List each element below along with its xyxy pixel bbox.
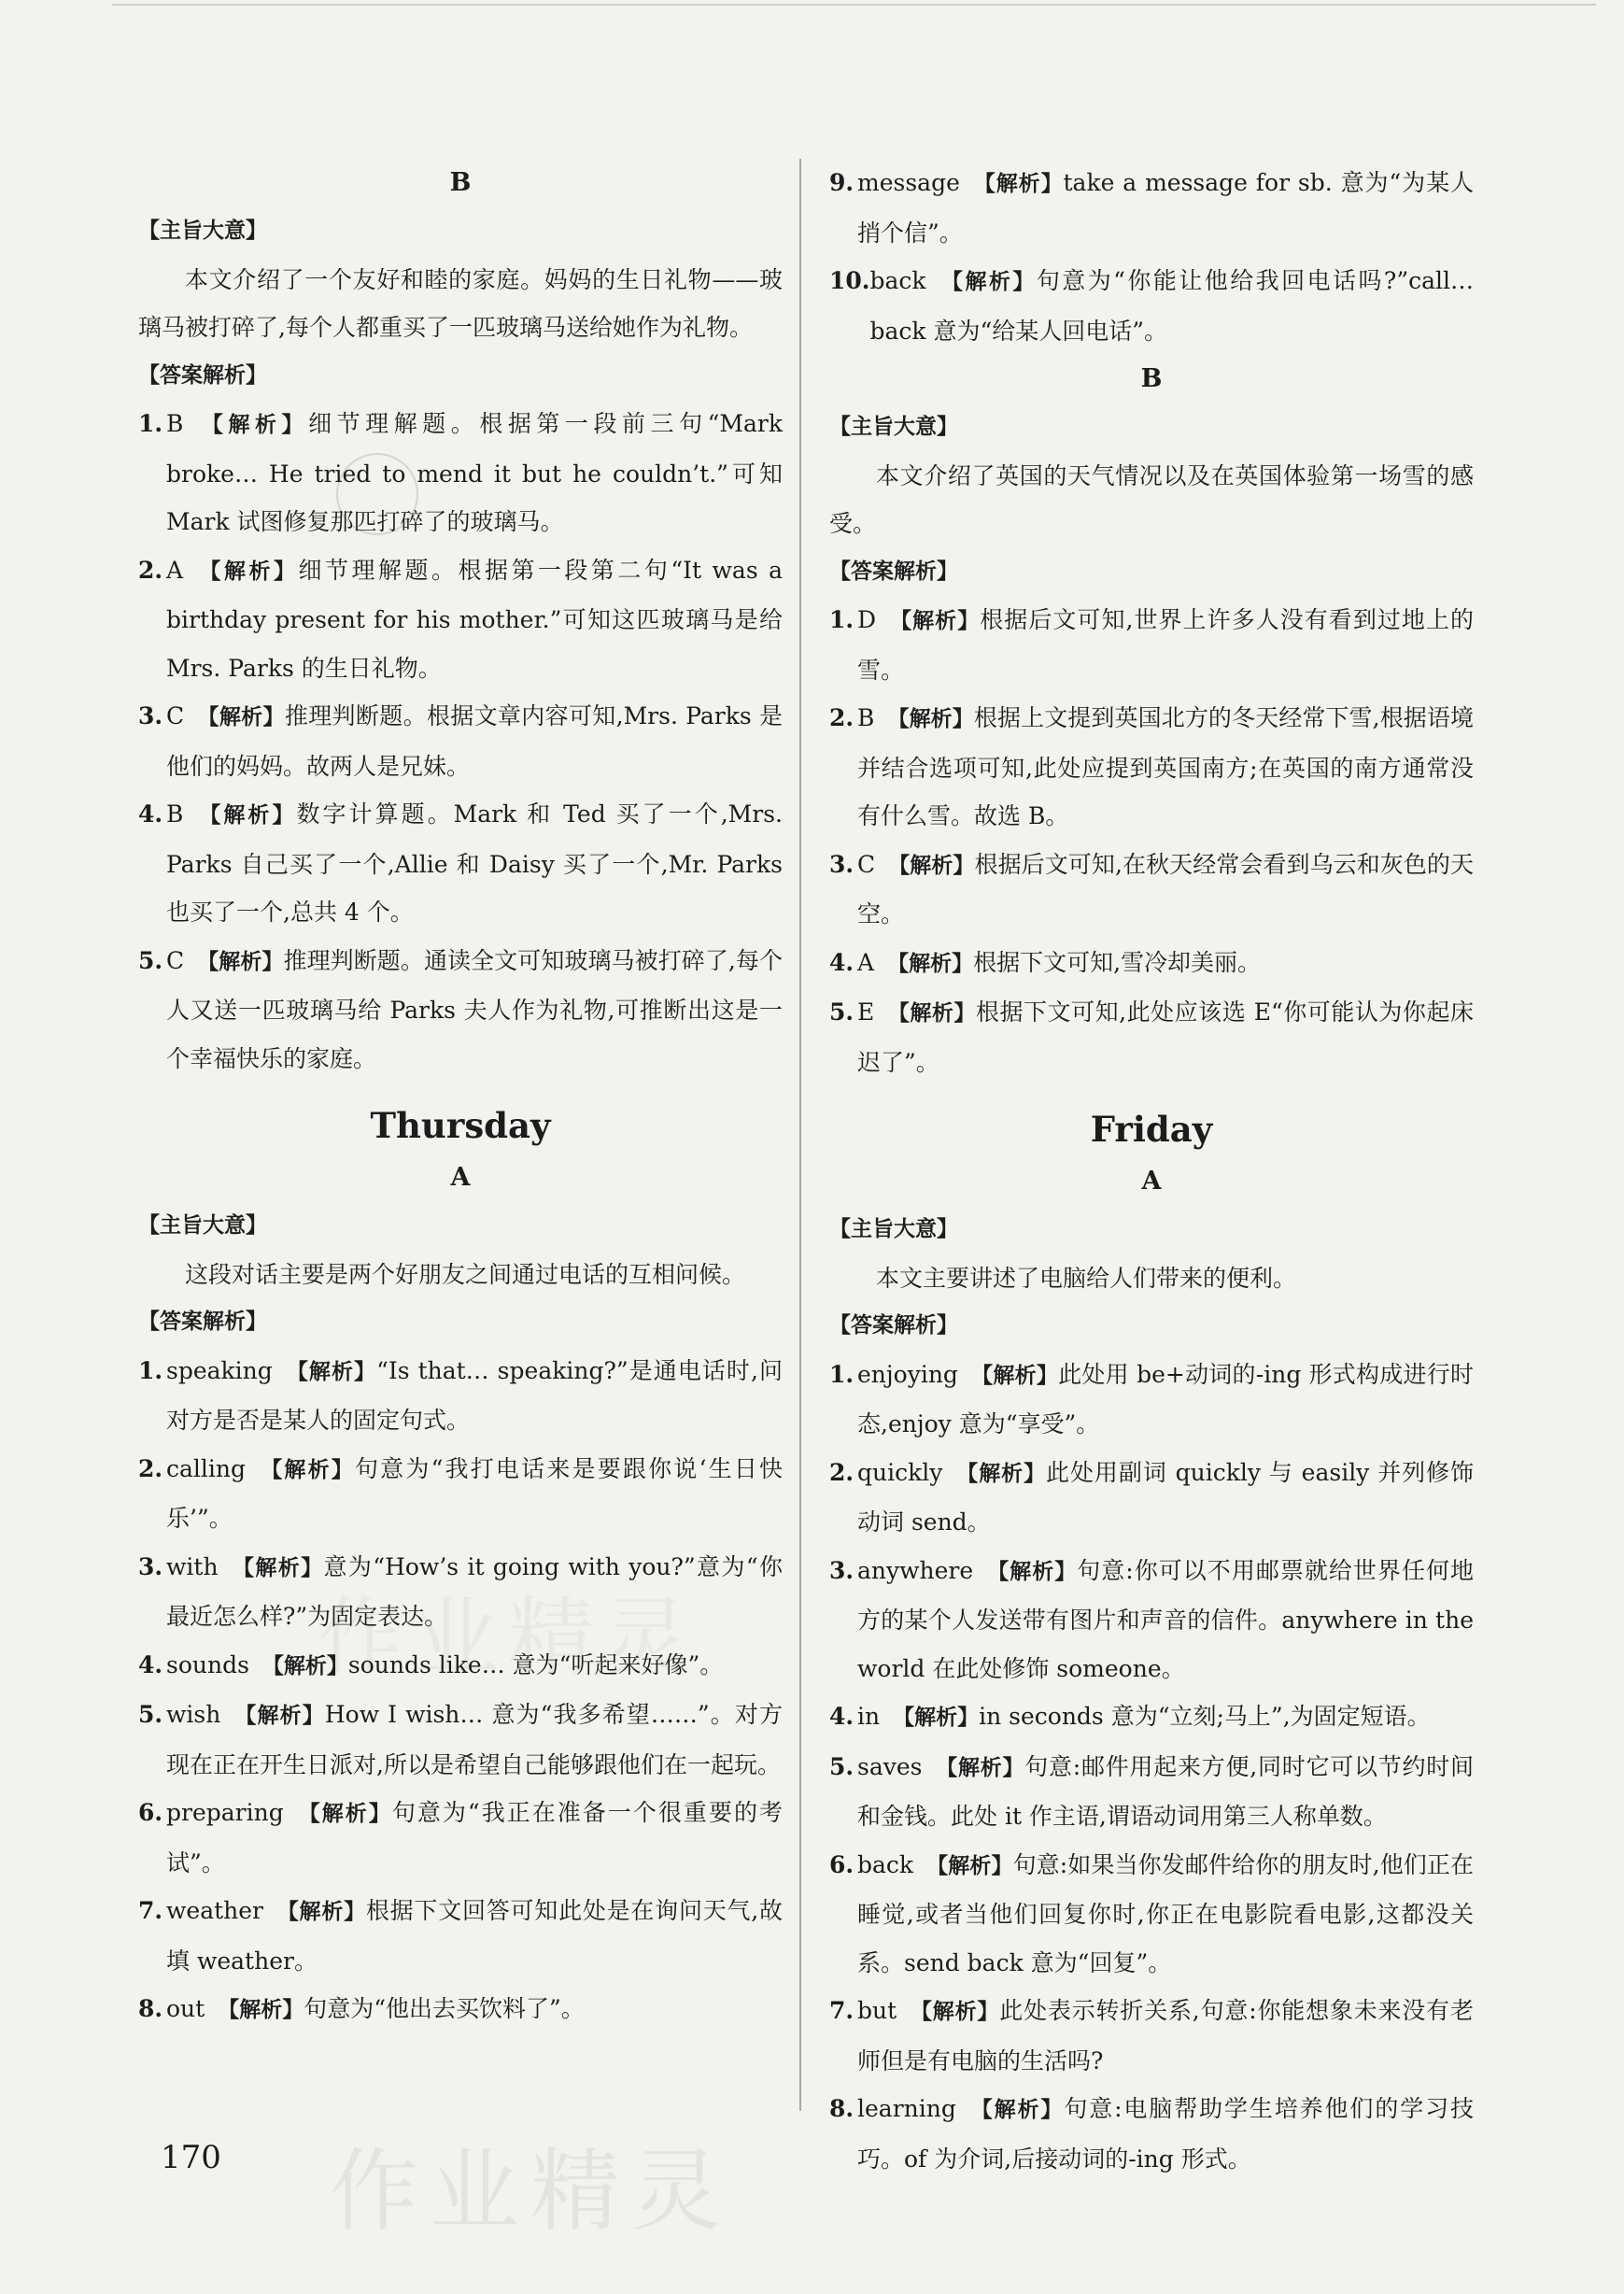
page-number: 170 [161, 2139, 221, 2176]
answer-item [829, 596, 1474, 694]
analysis-tag: 【解析】 [196, 803, 297, 828]
item-explanation: in seconds 意为“立刻;马上”,为固定短语。 [979, 1703, 1431, 1730]
item-answer: saves [857, 1752, 923, 1780]
analysis-tag: 【解析】 [259, 1457, 355, 1482]
item-number: 7. [138, 1897, 163, 1924]
item-number: 4. [138, 1650, 163, 1678]
item-explanation: 句意:你可以不用邮票就给世界任何地方的某个人发送带有图片和声音的信件。anywhere in the world 在此处修饰 someone。 [857, 1556, 1474, 1682]
item-answer: but [857, 1997, 897, 2024]
item-explanation: 句意:如果当你发邮件给你的朋友时,他们正在睡觉,或者当他们回复你时,你正在电影院看电影,这都没关系。send back 意为“回复”。 [857, 1850, 1474, 1976]
watermark: 作业精灵 [329, 2139, 732, 2244]
item-answer: wish [166, 1701, 221, 1728]
item-answer: in [857, 1703, 881, 1730]
answer-item [829, 1351, 1474, 1449]
analysis-tag: 【解析】 [955, 1461, 1047, 1486]
analysis-tag: 【解析】 [910, 2000, 1000, 2024]
item-explanation: “Is that… speaking?”是通电话时,问对方是否是某人的固定句式。 [166, 1356, 783, 1434]
item-answer: A [857, 948, 875, 976]
answer-item [138, 692, 783, 790]
analysis-label: 【答案解析】 [829, 559, 958, 584]
main-idea-text: 本文主要讲述了电脑给人们带来的便利。 [876, 1264, 1297, 1292]
answer-item [829, 694, 1474, 841]
item-answer: quickly [857, 1458, 943, 1486]
item-number: 4. [829, 1703, 854, 1730]
item-answer: A [166, 556, 184, 584]
item-explanation: 句意为“他出去买饮料了”。 [304, 1995, 585, 2022]
answer-item [138, 1691, 783, 1789]
item-explanation: 细节理解题。根据第一段第二句“It was a birthday present for his mother.”可知这匹玻璃马是给 Mrs. Parks 的生日礼物。 [166, 556, 783, 682]
item-explanation: sounds like… 意为“听起来好像”。 [347, 1650, 724, 1678]
analysis-tag: 【解析】 [893, 1706, 980, 1730]
item-number: 2. [829, 1458, 854, 1486]
answer-item [829, 1692, 1474, 1743]
item-answer: C [166, 702, 185, 729]
item-number: 3. [829, 1556, 854, 1584]
section-heading: B [449, 168, 472, 197]
section-heading: A [1141, 1167, 1162, 1196]
item-number: 6. [829, 1850, 854, 1878]
item-explanation: 意为“How’s it going with you?”意为“你最近怎么样?”为固定表达。 [166, 1552, 784, 1630]
analysis-tag: 【解析】 [935, 1755, 1025, 1780]
item-answer: anywhere [857, 1556, 974, 1584]
item-number: 1. [138, 1356, 163, 1384]
item-explanation: 细节理解题。根据第一段前三句“Mark broke… He tried to mend it but he couldn’t.”可知 Mark 试图修复那匹打碎了的玻璃马。 [166, 410, 784, 535]
column-divider [799, 159, 801, 2111]
item-answer: back [869, 267, 926, 294]
item-number: 9. [829, 169, 854, 196]
analysis-tag: 【解析】 [926, 1853, 1013, 1878]
analysis-tag: 【解析】 [276, 1900, 366, 1924]
answer-item [138, 400, 783, 546]
main-idea-label: 【主旨大意】 [829, 1217, 958, 1241]
item-explanation: 句意为“我正在准备一个很重要的考试”。 [166, 1799, 783, 1876]
item-explanation: 句意为“你能让他给我回电话吗?”call… back 意为“给某人回电话”。 [869, 267, 1475, 345]
item-answer: message [857, 169, 960, 196]
main-idea-label: 【主旨大意】 [829, 415, 958, 439]
item-answer: C [857, 850, 876, 878]
answer-item [829, 1547, 1474, 1693]
analysis-tag: 【解析】 [285, 1359, 377, 1384]
answer-item [138, 546, 783, 693]
answer-item [829, 1449, 1474, 1547]
main-idea-text: 本文介绍了一个友好和睦的家庭。妈妈的生日礼物——玻璃马被打碎了,每个人都重买了一匹玻璃马送给她作为礼物。 [138, 265, 783, 341]
answer-item [829, 159, 1474, 257]
answer-item [138, 790, 783, 937]
item-answer: enjoying [857, 1360, 958, 1388]
item-answer: B [857, 704, 875, 731]
day-heading: Friday [1090, 1109, 1213, 1150]
analysis-tag: 【解析】 [233, 1704, 325, 1728]
analysis-label: 【答案解析】 [829, 1313, 958, 1338]
item-number: 4. [829, 948, 854, 976]
item-explanation: How I wish… 意为“我多希望……”。对方现在正在开生日派对,所以是希望自己能够跟他们在一起玩。 [166, 1701, 784, 1778]
analysis-tag: 【解析】 [968, 2098, 1065, 2122]
top-rule [112, 4, 1596, 6]
analysis-tag: 【解析】 [196, 559, 299, 584]
item-explanation: 根据上文提到英国北方的冬天经常下雪,根据语境并结合选项可知,此处应提到英国南方;在英国的南方通常没有什么雪。故选 B。 [857, 704, 1474, 829]
item-number: 1. [829, 606, 854, 633]
item-explanation: 句意为“我打电话来是要跟你说‘生日快乐’”。 [166, 1454, 784, 1532]
item-explanation: 数字计算题。Mark 和 Ted 买了一个,Mrs. Parks 自己买了一个,Allie 和 Daisy 买了一个,Mr. Parks 也买了一个,总共 4 个。 [166, 800, 784, 926]
answer-item [138, 1641, 783, 1692]
analysis-tag: 【解析】 [887, 707, 974, 731]
answer-item [138, 1543, 783, 1641]
main-idea-label: 【主旨大意】 [138, 219, 267, 243]
answer-item [829, 1987, 1474, 2085]
analysis-label: 【答案解析】 [138, 1310, 267, 1334]
answer-item [829, 1841, 1474, 1988]
item-number: 5. [138, 946, 163, 974]
answer-item [138, 1985, 783, 2035]
item-answer: learning [857, 2095, 956, 2122]
analysis-tag: 【解析】 [197, 705, 285, 729]
item-answer: E [857, 998, 875, 1026]
answer-item [138, 1887, 783, 1985]
analysis-tag: 【解析】 [889, 609, 981, 633]
analysis-tag: 【解析】 [261, 1653, 348, 1678]
item-number: 7. [829, 1997, 854, 2024]
answer-item [138, 1445, 783, 1543]
answer-item [829, 2085, 1474, 2183]
analysis-tag: 【解析】 [939, 270, 1037, 294]
main-idea-label: 【主旨大意】 [138, 1213, 267, 1238]
item-number: 3. [138, 702, 163, 729]
analysis-tag: 【解析】 [197, 949, 284, 974]
item-number: 5. [138, 1701, 163, 1728]
item-explanation: 句意:电脑帮助学生培养他们的学习技巧。of 为介词,后接动词的-ing 形式。 [857, 2095, 1474, 2173]
answer-item [138, 937, 783, 1083]
section-heading: B [1140, 364, 1163, 393]
answer-item [829, 841, 1474, 939]
item-answer: out [166, 1995, 205, 2022]
right-column [829, 159, 1474, 2183]
item-explanation: 根据下文回答可知此处是在询问天气,故填 weather。 [166, 1897, 783, 1975]
analysis-tag: 【解析】 [887, 951, 974, 976]
analysis-tag: 【解析】 [986, 1559, 1078, 1584]
item-answer: C [166, 946, 185, 974]
answer-item [138, 1347, 783, 1445]
item-answer: sounds [166, 1650, 249, 1678]
item-number: 3. [829, 850, 854, 878]
item-explanation: 推理判断题。根据文章内容可知,Mrs. Parks 是他们的妈妈。故两人是兄妹。 [166, 702, 784, 780]
item-number: 3. [138, 1552, 163, 1580]
section-heading: A [450, 1163, 471, 1192]
item-number: 2. [138, 1454, 163, 1482]
item-number: 5. [829, 1752, 854, 1780]
item-number: 1. [138, 410, 163, 437]
item-explanation: 此处用副词 quickly 与 easily 并列修饰动词 send。 [857, 1458, 1474, 1536]
item-answer: B [166, 800, 184, 828]
item-number: 2. [138, 556, 163, 584]
analysis-label: 【答案解析】 [138, 362, 267, 388]
item-answer: weather [166, 1897, 263, 1924]
item-explanation: 此处用 be+动词的-ing 形式构成进行时态,enjoy 意为“享受”。 [857, 1360, 1474, 1437]
analysis-tag: 【解析】 [888, 853, 975, 878]
analysis-tag: 【解析】 [970, 1363, 1059, 1388]
day-heading: Thursday [370, 1105, 551, 1146]
item-number: 6. [138, 1799, 163, 1826]
item-number: 8. [829, 2095, 854, 2122]
item-explanation: 根据下文可知,雪冷却美丽。 [973, 948, 1262, 976]
item-explanation: 推理判断题。通读全文可知玻璃马被打碎了,每个人又送一匹玻璃马给 Parks 夫人作为礼物,可推断出这是一个幸福快乐的家庭。 [166, 946, 784, 1072]
item-number: 10. [829, 267, 870, 294]
left-column [138, 159, 783, 2035]
item-answer: calling [166, 1454, 246, 1482]
item-explanation: 根据下文可知,此处应该选 E“你可能认为你起床迟了”。 [857, 998, 1474, 1076]
item-answer: preparing [166, 1799, 284, 1826]
item-number: 5. [829, 998, 854, 1026]
item-number: 4. [138, 800, 163, 828]
item-number: 1. [829, 1360, 854, 1388]
main-idea-text: 这段对话主要是两个好朋友之间通过电话的互相问候。 [185, 1260, 746, 1288]
item-number: 8. [138, 1995, 163, 2022]
item-answer: speaking [166, 1356, 273, 1384]
item-explanation: 此处表示转折关系,句意:你能想象未来没有老师但是有电脑的生活吗? [857, 1997, 1474, 2075]
item-number: 2. [829, 704, 854, 731]
item-answer: B [166, 410, 184, 437]
item-explanation: 句意:邮件用起来方便,同时它可以节约时间和金钱。此处 it 作主语,谓语动词用第三人称单数。 [857, 1752, 1474, 1830]
analysis-tag: 【解析】 [196, 413, 309, 437]
analysis-tag: 【解析】 [296, 1802, 392, 1826]
answer-item [829, 1743, 1474, 1841]
item-explanation: 根据后文可知,在秋天经常会看到乌云和灰色的天空。 [857, 850, 1475, 928]
analysis-tag: 【解析】 [887, 1001, 976, 1026]
analysis-tag: 【解析】 [972, 172, 1064, 196]
answer-item [829, 257, 1474, 355]
item-answer: D [857, 606, 877, 633]
item-explanation: take a message for sb. 意为“为某人捎个信”。 [857, 169, 1474, 247]
item-answer: with [166, 1552, 219, 1580]
item-answer: back [857, 1850, 914, 1878]
main-idea-text: 本文介绍了英国的天气情况以及在英国体验第一场雪的感受。 [829, 461, 1474, 537]
analysis-tag: 【解析】 [218, 1998, 304, 2022]
answer-item [829, 988, 1474, 1086]
item-explanation: 根据后文可知,世界上许多人没有看到过地上的雪。 [857, 606, 1474, 684]
answer-item [138, 1789, 783, 1887]
analysis-tag: 【解析】 [231, 1555, 324, 1580]
answer-item [829, 939, 1474, 989]
